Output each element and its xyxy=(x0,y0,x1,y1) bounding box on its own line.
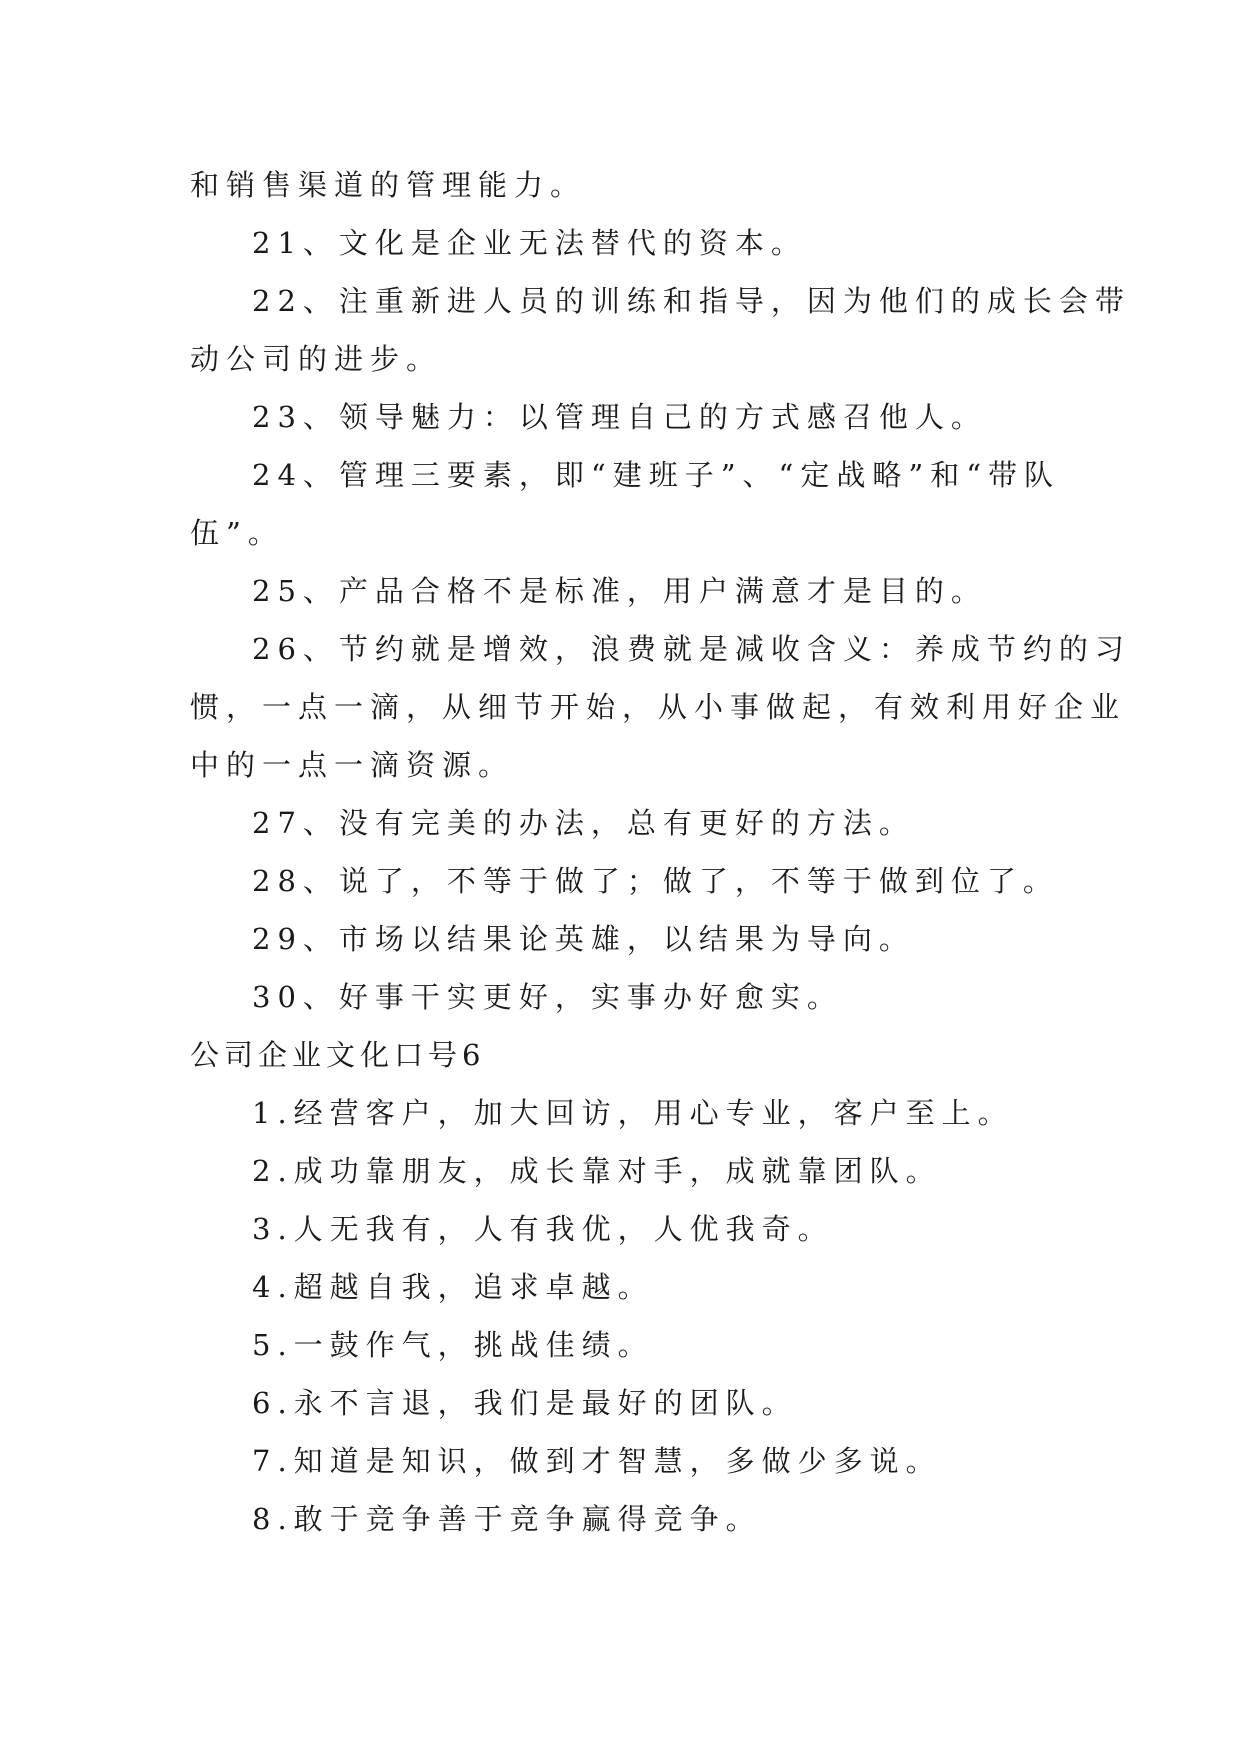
list-item: 5.一鼓作气，挑战佳绩。 xyxy=(252,1328,654,1362)
paragraph-line: 23、领导魅力：以管理自己的方式感召他人。 xyxy=(252,400,987,434)
list-item: 8.敢于竞争善于竞争赢得竞争。 xyxy=(252,1502,762,1536)
list-item: 2.成功靠朋友，成长靠对手，成就靠团队。 xyxy=(252,1154,942,1188)
paragraph-line: 29、市场以结果论英雄，以结果为导向。 xyxy=(252,922,915,956)
paragraph-line: 27、没有完美的办法，总有更好的方法。 xyxy=(252,806,915,840)
paragraph-line: 30、好事干实更好，实事办好愈实。 xyxy=(252,980,843,1014)
paragraph-line: 动公司的进步。 xyxy=(190,342,443,376)
section-heading: 公司企业文化口号6 xyxy=(190,1038,486,1072)
paragraph-line: 28、说了，不等于做了；做了，不等于做到位了。 xyxy=(252,864,1059,898)
paragraph-line: 24、管理三要素，即“建班子”、“定战略”和“带队 xyxy=(252,458,1061,492)
paragraph-line: 22、注重新进人员的训练和指导，因为他们的成长会带 xyxy=(252,284,1131,318)
paragraph-line: 25、产品合格不是标准，用户满意才是目的。 xyxy=(252,574,987,608)
paragraph-line: 中的一点一滴资源。 xyxy=(190,748,515,782)
paragraph-line: 26、节约就是增效，浪费就是减收含义：养成节约的习 xyxy=(252,632,1131,666)
list-item: 7.知道是知识，做到才智慧，多做少多说。 xyxy=(252,1444,942,1478)
paragraph-line: 伍”。 xyxy=(190,516,284,550)
paragraph-line: 惯，一点一滴，从细节开始，从小事做起，有效利用好企业 xyxy=(190,690,1127,724)
paragraph-line: 和销售渠道的管理能力。 xyxy=(190,168,587,202)
list-item: 6.永不言退，我们是最好的团队。 xyxy=(252,1386,798,1420)
paragraph-line: 21、文化是企业无法替代的资本。 xyxy=(252,226,807,260)
list-item: 1.经营客户，加大回访，用心专业，客户至上。 xyxy=(252,1096,1014,1130)
list-item: 3.人无我有，人有我优，人优我奇。 xyxy=(252,1212,834,1246)
list-item: 4.超越自我，追求卓越。 xyxy=(252,1270,654,1304)
